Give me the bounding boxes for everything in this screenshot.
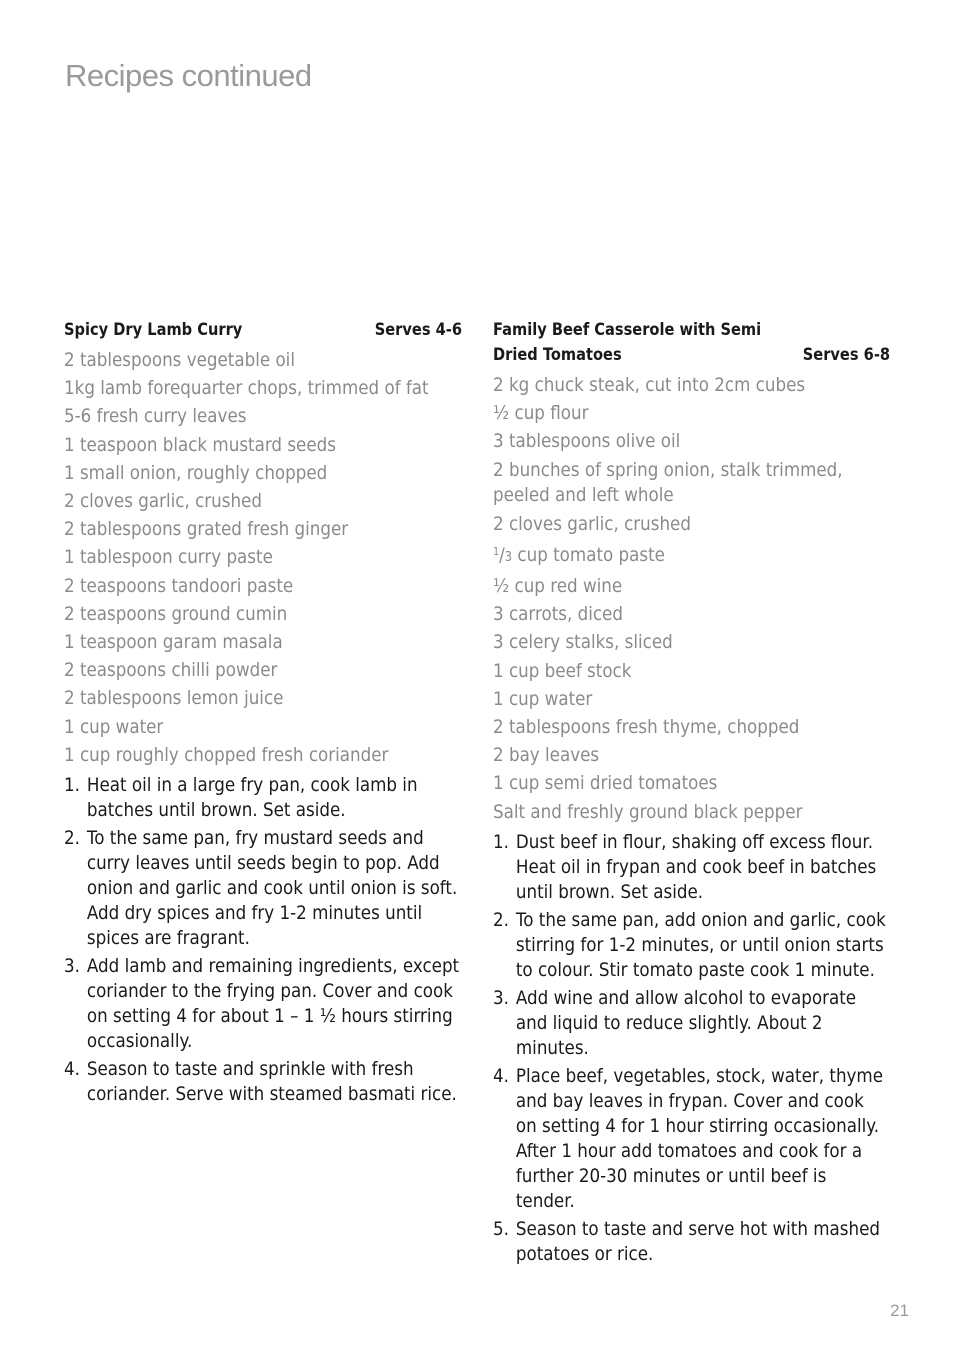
step-text: Heat oil in a large fry pan, cook lamb in batches until brown. Set aside. (86, 774, 418, 822)
ingredient-item: 5-6 fresh curry leaves (64, 405, 247, 428)
method-step (493, 1064, 890, 1214)
ingredient-item: $^1$/3 cup tomato paste (493, 543, 665, 566)
ingredient-item: 3 celery stalks, sliced (493, 631, 673, 654)
ingredient-item: ½ cup flour (493, 402, 589, 425)
ingredient-item: 2 tablespoons fresh thyme, chopped (493, 716, 800, 739)
step-number: 5. (493, 1217, 509, 1240)
method-step (493, 1217, 890, 1267)
ingredient-item: 1 teaspoon black mustard seeds (64, 433, 336, 456)
step-number: 3. (493, 986, 509, 1009)
ingredient-item: 1 tablespoon curry paste (64, 546, 273, 569)
recipe-header (64, 318, 462, 343)
method-step (493, 830, 890, 905)
ingredient-item: 2 bunches of spring onion, stalk trimmed, peeled and left whole (493, 458, 843, 506)
ingredient-item: 2 bay leaves (493, 744, 600, 767)
ingredient-item: 2 teaspoons chilli powder (64, 659, 278, 682)
ingredient-list (493, 371, 890, 826)
recipe-title: Spicy Dry Lamb Curry (64, 320, 243, 340)
method-step (64, 1057, 462, 1107)
ingredient-list (64, 346, 462, 769)
step-number: 2. (493, 908, 509, 931)
step-text: Add lamb and remaining ingredients, except coriander to the frying pan. Cover and cook on setting 4 for about 1 – 1 ½ hours stirring occasionally. (86, 955, 460, 1053)
step-text: To the same pan, add onion and garlic, cook stirring for 1-2 minutes, or until onion starts to colour. Stir tomato paste cook 1 minute. (515, 908, 886, 981)
step-text: Add wine and allow alcohol to evaporate and liquid to reduce slightly. About 2 minutes. (515, 986, 857, 1059)
ingredient-item: 3 carrots, diced (493, 603, 623, 626)
step-text: To the same pan, fry mustard seeds and curry leaves until seeds begin to pop. Add onion and garlic and cook until onion is soft. Add dry spices and fry 1-2 minutes until spices are fragrant. (86, 827, 458, 950)
step-number: 1. (493, 830, 509, 853)
step-number: 3. (64, 955, 80, 978)
ingredient-item: 2 cloves garlic, crushed (493, 512, 691, 535)
ingredient-item: 2 tablespoons vegetable oil (64, 349, 295, 371)
recipe-title: Family Beef Casserole with Semi Dried Tomatoes (493, 320, 762, 365)
recipe-serves: Serves 4-6 (374, 320, 463, 340)
ingredient-item: 1 cup water (493, 687, 593, 710)
method-step (64, 826, 462, 951)
ingredient-item: 2 tablespoons lemon juice (64, 687, 284, 710)
ingredient-item: 2 kg chuck steak, cut into 2cm cubes (493, 374, 806, 396)
method-step (64, 954, 462, 1054)
fraction-numerator: 1 (493, 544, 500, 558)
ingredient-item: 1 cup semi dried tomatoes (493, 772, 718, 795)
step-text: Place beef, vegetables, stock, water, thyme and bay leaves in frypan. Cover and cook on setting 4 for 1 hour stirring occasionally. After 1 hour add tomatoes and cook for a further 20-30 minutes or until beef is tender. (515, 1064, 884, 1212)
recipe-header (493, 318, 890, 368)
ingredient-text: cup tomato paste (517, 543, 665, 566)
ingredient-item: 2 cloves garlic, crushed (64, 490, 262, 513)
ingredient-item: 3 tablespoons olive oil (493, 430, 681, 453)
step-text: Season to taste and serve hot with mashed potatoes or rice. (515, 1217, 881, 1265)
step-text: Season to taste and sprinkle with fresh coriander. Serve with steamed basmati rice. (86, 1058, 457, 1106)
recipe-lamb-curry (64, 318, 462, 1110)
step-text: Dust beef in flour, shaking off excess flour. Heat oil in frypan and cook beef in batches until brown. Set aside. (515, 830, 877, 903)
method-step (493, 908, 890, 983)
fraction-denominator: 3 (504, 549, 513, 565)
ingredient-item: 1 cup water (64, 715, 164, 738)
ingredient-item: 2 teaspoons tandoori paste (64, 574, 294, 597)
ingredient-item: 1 cup beef stock (493, 659, 632, 682)
recipe-serves: Serves 6-8 (802, 345, 891, 365)
method-list (493, 830, 890, 1267)
ingredient-item: 2 teaspoons ground cumin (64, 602, 288, 625)
ingredient-item: ½ cup red wine (493, 575, 623, 598)
page-title: Recipes continued (65, 58, 312, 93)
step-number: 2. (64, 827, 80, 850)
ingredient-item: 1 cup roughly chopped fresh coriander (64, 743, 389, 766)
method-step (493, 986, 890, 1061)
ingredient-item: Salt and freshly ground black pepper (493, 800, 803, 823)
recipe-beef-casserole (493, 318, 890, 1270)
step-number: 4. (64, 1058, 80, 1081)
ingredient-item: 1 small onion, roughly chopped (64, 461, 328, 484)
page-number: 21 (890, 1301, 909, 1320)
method-list (64, 773, 462, 1107)
ingredient-item: 1kg lamb forequarter chops, trimmed of fat (64, 377, 429, 400)
method-step (64, 773, 462, 823)
step-number: 1. (64, 774, 80, 797)
ingredient-item: 1 teaspoon garam masala (64, 631, 283, 654)
step-number: 4. (493, 1064, 509, 1087)
ingredient-item: 2 tablespoons grated fresh ginger (64, 518, 349, 541)
